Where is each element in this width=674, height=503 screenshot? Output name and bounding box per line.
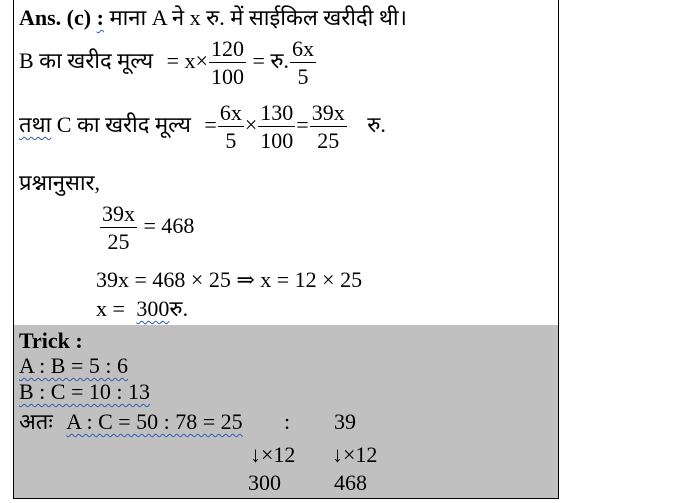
c-cost-label: C का खरीद मूल्य [56, 112, 191, 138]
fraction-39x-25 [100, 203, 137, 253]
ratio-a-c [19, 411, 243, 433]
fraction-denominator: 100 [260, 128, 294, 153]
therefore-word: अतः [19, 409, 53, 434]
answer-line [19, 7, 407, 29]
b-cost-eq: = x× [166, 48, 208, 74]
fraction-numerator: 120 [210, 36, 244, 61]
answer-box [13, 0, 559, 499]
c-cost-eq: = [204, 112, 217, 138]
answer-colon: : [96, 5, 104, 30]
trick-title: Trick : [19, 328, 83, 353]
fraction-denominator: 25 [107, 229, 130, 254]
c-cost-line [19, 102, 386, 152]
b-cost-line [19, 38, 317, 88]
result-c: 468 [334, 470, 367, 495]
result-a: 300 [248, 470, 281, 495]
multiply-arrow-1: ↓×12 [250, 442, 296, 467]
assumption-text: माना A ने x रु. में साईकिल खरीदी थी। [109, 5, 407, 30]
equation-3 [96, 298, 188, 320]
fraction-130-100 [258, 102, 295, 152]
according-to-question: प्रश्नानुसार, [19, 170, 101, 195]
fraction-120-100 [209, 38, 246, 88]
fraction-numerator: 130 [260, 100, 294, 125]
fraction-numerator: 39x [311, 100, 345, 125]
multiply-arrow-2: ↓×12 [332, 442, 378, 467]
equation-2: 39x = 468 × 25 ⇒ x = 12 × 25 [96, 267, 363, 292]
fraction-denominator: 100 [210, 64, 244, 89]
ratio-a-b [19, 355, 128, 377]
fraction-denominator: 25 [317, 128, 340, 153]
fraction-numerator: 6x [219, 100, 242, 125]
ratio-b-c [19, 381, 150, 403]
answer-label: Ans. (c) [19, 5, 92, 30]
c-cost-eq2: = [296, 112, 309, 138]
tatha-word: तथा [19, 112, 52, 138]
fraction-6x-5 [218, 102, 244, 152]
answer-unit: रु. [169, 296, 189, 321]
fraction-39x-25 [310, 102, 347, 152]
fraction-denominator: 5 [225, 128, 237, 153]
times-sign: × [244, 112, 258, 138]
ratio-a-c-text: A : C = 50 : 78 = 25 [66, 409, 243, 434]
ratio-value-c: 39 [334, 409, 356, 434]
trick-panel [14, 325, 558, 499]
equation-3-lhs: x = [96, 296, 125, 321]
ratio-colon: : [284, 409, 291, 434]
equation-1-rhs: = 468 [143, 213, 195, 239]
b-cost-eq2: = रु. [252, 48, 290, 74]
answer-value: 300 [136, 296, 170, 321]
equation-1 [99, 203, 194, 253]
ratio-a-b-text: A : B = 5 : 6 [19, 353, 128, 378]
fraction-numerator: 39x [102, 201, 135, 226]
ratio-b-c-text: B : C = 10 : 13 [19, 379, 150, 404]
fraction-6x-5 [290, 38, 316, 88]
b-cost-label: B का खरीद मूल्य [19, 48, 154, 74]
currency-unit: रु. [367, 112, 386, 138]
fraction-numerator: 6x [292, 36, 315, 61]
fraction-denominator: 5 [297, 64, 309, 89]
